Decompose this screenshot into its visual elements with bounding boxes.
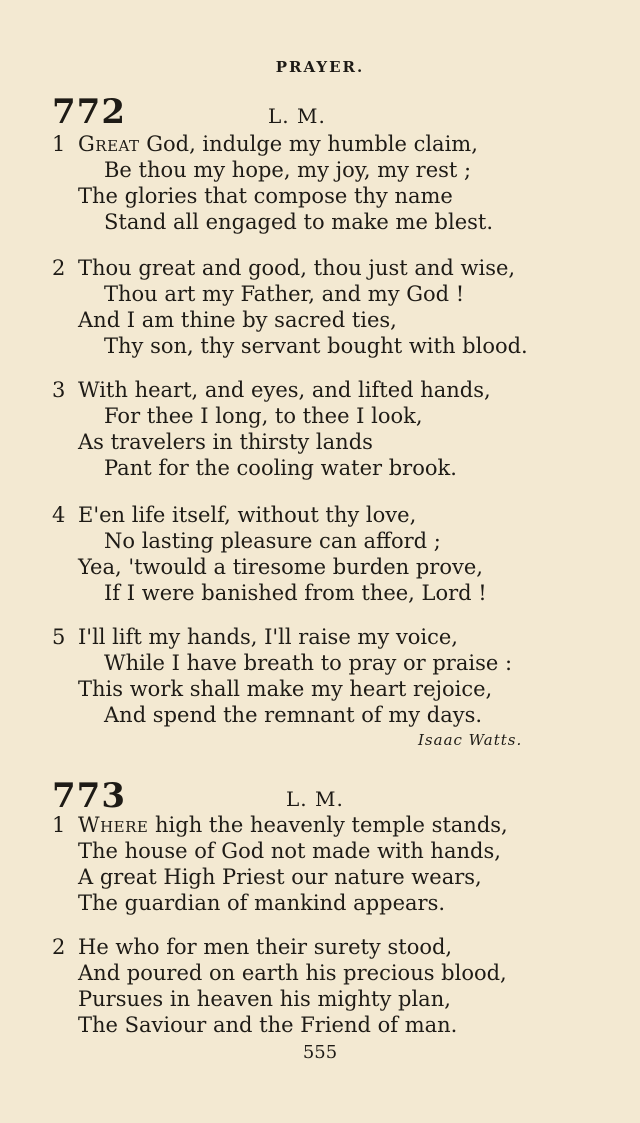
verse-line: The glories that compose thy name: [78, 184, 453, 208]
verse-line: Stand all engaged to make me blest.: [104, 210, 494, 234]
verse-line: God, indulge my humble claim,: [139, 132, 478, 156]
verse-line: While I have breath to pray or praise :: [104, 651, 513, 675]
verse-line: Thou art my Father, and my God !: [104, 282, 465, 306]
verse-line: Thy son, thy servant bought with blood.: [104, 334, 528, 358]
first-word: Great: [78, 132, 140, 156]
stanza-1: [52, 131, 592, 235]
stanza-1: [52, 812, 592, 916]
verse-line: This work shall make my heart rejoice,: [78, 677, 493, 701]
verse-line: Yea, 'twould a tiresome burden prove,: [78, 555, 483, 579]
verse-line: The house of God not made with hands,: [78, 839, 501, 863]
verse-line: E'en life itself, without thy love,: [78, 503, 417, 527]
verse-line: For thee I long, to thee I look,: [104, 404, 423, 428]
verse-line: The Saviour and the Friend of man.: [78, 1013, 458, 1037]
stanza-number: 1: [52, 813, 66, 837]
hymn-author: Isaac Watts.: [418, 731, 523, 749]
verse-line: Pursues in heaven his mighty plan,: [78, 987, 451, 1011]
verse-line: He who for men their surety stood,: [78, 935, 453, 959]
stanza-number: 1: [52, 132, 66, 156]
first-word: Where: [78, 813, 149, 837]
stanza-4: [52, 502, 592, 606]
stanza-2: [52, 934, 592, 1038]
stanza-number: 2: [52, 256, 66, 280]
verse-line: high the heavenly temple stands,: [148, 813, 508, 837]
stanza-5: [52, 624, 592, 728]
verse-line: The guardian of mankind appears.: [78, 891, 446, 915]
hymn-meter: L. M.: [286, 787, 344, 811]
stanza-number: 2: [52, 935, 66, 959]
page-number: 555: [302, 1042, 338, 1063]
stanza-2: [52, 255, 592, 359]
verse-line: And poured on earth his precious blood,: [78, 961, 507, 985]
verse-line: Pant for the cooling water brook.: [104, 456, 457, 480]
verse-line: As travelers in thirsty lands: [78, 430, 373, 454]
hymn-number: 773: [52, 776, 126, 816]
verse-line: I'll lift my hands, I'll raise my voice,: [78, 625, 458, 649]
verse-line: And I am thine by sacred ties,: [78, 308, 397, 332]
verse-line: A great High Priest our nature wears,: [78, 865, 482, 889]
verse-line: No lasting pleasure can afford ;: [104, 529, 441, 553]
verse-line: Thou great and good, thou just and wise,: [78, 256, 516, 280]
verse-line: With heart, and eyes, and lifted hands,: [78, 378, 491, 402]
verse-line: And spend the remnant of my days.: [104, 703, 483, 727]
stanza-3: [52, 377, 592, 481]
hymn-number: 772: [52, 92, 126, 132]
stanza-number: 3: [52, 378, 66, 402]
stanza-number: 4: [52, 503, 66, 527]
hymn-meter: L. M.: [268, 104, 326, 128]
verse-line: Be thou my hope, my joy, my rest ;: [104, 158, 472, 182]
page-header: PRAYER.: [275, 58, 365, 76]
verse-line: If I were banished from thee, Lord !: [104, 581, 487, 605]
stanza-number: 5: [52, 625, 66, 649]
